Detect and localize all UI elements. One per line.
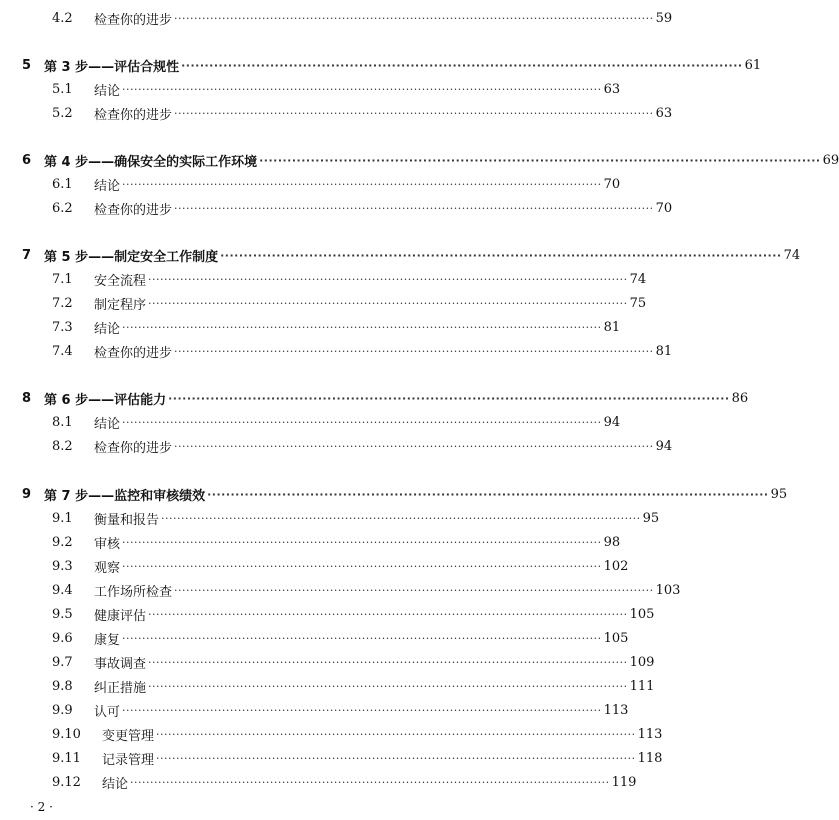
toc-entry-number: 9.5 xyxy=(52,606,73,622)
toc-leader-dots: ························································································································ xyxy=(220,248,782,262)
toc-leader-dots: ························································································································ xyxy=(122,703,602,717)
toc-section-entry xyxy=(0,269,647,289)
toc-entry-page: 111 xyxy=(629,678,655,694)
toc-entry-number: 6.2 xyxy=(52,200,73,216)
toc-section-entry xyxy=(0,580,681,600)
toc-entry-title: 认可 xyxy=(94,704,121,720)
toc-entry-page: 105 xyxy=(629,606,655,622)
toc-entry-title: 检查你的进步 xyxy=(94,202,173,218)
toc-leader-dots: ························································································································ xyxy=(207,487,769,501)
toc-leader-dots: ························································································································ xyxy=(156,751,636,765)
toc-entry-title: 健康评估 xyxy=(94,608,147,624)
toc-leader-dots: ························································································································ xyxy=(122,559,602,573)
toc-entry-title: 安全流程 xyxy=(94,273,147,289)
toc-section-entry xyxy=(0,556,629,576)
toc-entry-page: 98 xyxy=(603,534,621,550)
toc-entry-title: 衡量和报告 xyxy=(94,512,160,528)
toc-entry-title: 第 5 步——制定安全工作制度 xyxy=(44,249,219,265)
toc-leader-dots: ························································································································ xyxy=(181,58,743,72)
toc-leader-dots: ························································································································ xyxy=(148,655,628,669)
toc-leader-dots: ························································································································ xyxy=(148,296,628,310)
toc-entry-title: 第 3 步——评估合规性 xyxy=(44,59,180,75)
toc-leader-dots: ························································································································ xyxy=(148,607,628,621)
toc-leader-dots: ························································································································ xyxy=(174,439,654,453)
toc-entry-page: 81 xyxy=(655,343,673,359)
toc-entry-page: 63 xyxy=(655,105,673,121)
toc-entry-number: 8 xyxy=(22,390,32,406)
toc-entry-number: 4.2 xyxy=(52,10,73,26)
toc-leader-dots: ························································································································ xyxy=(161,511,641,525)
toc-entry-page: 95 xyxy=(642,510,660,526)
toc-entry-page: 86 xyxy=(731,390,749,406)
toc-entry-page: 59 xyxy=(655,10,673,26)
toc-section-entry xyxy=(0,412,621,432)
toc-section-entry xyxy=(0,772,637,792)
toc-section-entry xyxy=(0,174,621,194)
toc-section-entry xyxy=(0,8,673,28)
toc-chapter-entry xyxy=(0,388,749,408)
toc-entry-page: 109 xyxy=(629,654,655,670)
toc-entry-page: 105 xyxy=(603,630,629,646)
toc-entry-page: 113 xyxy=(637,726,663,742)
toc-leader-dots: ························································································································ xyxy=(174,344,654,358)
toc-entry-number: 9.6 xyxy=(52,630,73,646)
toc-leader-dots: ························································································································ xyxy=(174,106,654,120)
toc-entry-page: 113 xyxy=(603,702,629,718)
toc-entry-number: 5.1 xyxy=(52,81,73,97)
toc-entry-page: 94 xyxy=(655,438,673,454)
toc-entry-number: 9.2 xyxy=(52,534,73,550)
toc-entry-title: 记录管理 xyxy=(102,752,155,768)
toc-entry-title: 事故调查 xyxy=(94,656,147,672)
toc-entry-page: 102 xyxy=(603,558,629,574)
toc-entry-title: 审核 xyxy=(94,536,121,552)
toc-entry-title: 变更管理 xyxy=(102,728,155,744)
toc-leader-dots: ························································································································ xyxy=(259,153,821,167)
toc-entry-page: 70 xyxy=(603,176,621,192)
toc-entry-title: 结论 xyxy=(94,83,121,99)
toc-entry-page: 94 xyxy=(603,414,621,430)
toc-entry-number: 9.9 xyxy=(52,702,73,718)
toc-leader-dots: ························································································································ xyxy=(174,583,654,597)
toc-entry-page: 103 xyxy=(655,582,681,598)
toc-chapter-entry xyxy=(0,150,839,170)
toc-section-entry xyxy=(0,341,673,361)
toc-entry-page: 69 xyxy=(822,152,839,168)
toc-entry-number: 9.11 xyxy=(52,750,81,766)
toc-section-entry xyxy=(0,436,673,456)
toc-entry-number: 5.2 xyxy=(52,105,73,121)
toc-entry-page: 81 xyxy=(603,319,621,335)
toc-entry-title: 检查你的进步 xyxy=(94,12,173,28)
toc-entry-title: 制定程序 xyxy=(94,297,147,313)
toc-section-entry xyxy=(0,724,663,744)
toc-entry-number: 9.8 xyxy=(52,678,73,694)
toc-entry-number: 7 xyxy=(22,247,32,263)
toc-leader-dots: ························································································································ xyxy=(174,201,654,215)
toc-section-entry xyxy=(0,103,673,123)
toc-section-entry xyxy=(0,604,655,624)
toc-section-entry xyxy=(0,317,621,337)
toc-entry-number: 9.7 xyxy=(52,654,73,670)
toc-entry-title: 第 4 步——确保安全的实际工作环境 xyxy=(44,154,258,170)
toc-entry-page: 70 xyxy=(655,200,673,216)
toc-entry-title: 观察 xyxy=(94,560,121,576)
toc-entry-number: 6.1 xyxy=(52,176,73,192)
toc-entry-title: 结论 xyxy=(94,178,121,194)
toc-entry-title: 结论 xyxy=(94,321,121,337)
toc-entry-title: 纠正措施 xyxy=(94,680,147,696)
toc-leader-dots: ························································································································ xyxy=(168,391,730,405)
toc-leader-dots: ························································································································ xyxy=(122,82,602,96)
toc-leader-dots: ························································································································ xyxy=(122,177,602,191)
toc-entry-title: 检查你的进步 xyxy=(94,345,173,361)
toc-entry-title: 结论 xyxy=(102,776,129,792)
toc-section-entry xyxy=(0,700,629,720)
toc-entry-number: 7.1 xyxy=(52,271,73,287)
toc-entry-title: 检查你的进步 xyxy=(94,107,173,123)
toc-entry-page: 63 xyxy=(603,81,621,97)
toc-leader-dots: ························································································································ xyxy=(148,679,628,693)
toc-entry-title: 检查你的进步 xyxy=(94,440,173,456)
toc-entry-title: 工作场所检查 xyxy=(94,584,173,600)
toc-section-entry xyxy=(0,532,621,552)
toc-leader-dots: ························································································································ xyxy=(148,272,628,286)
toc-leader-dots: ························································································································ xyxy=(122,320,602,334)
toc-section-entry xyxy=(0,508,660,528)
toc-section-entry xyxy=(0,198,673,218)
toc-entry-number: 6 xyxy=(22,152,32,168)
toc-section-entry xyxy=(0,652,655,672)
toc-section-entry xyxy=(0,293,647,313)
toc-entry-number: 7.3 xyxy=(52,319,73,335)
toc-entry-number: 9.12 xyxy=(52,774,81,790)
toc-leader-dots: ························································································································ xyxy=(122,535,602,549)
toc-leader-dots: ························································································································ xyxy=(174,11,654,25)
toc-entry-page: 61 xyxy=(744,57,762,73)
toc-entry-title: 结论 xyxy=(94,416,121,432)
toc-section-entry xyxy=(0,748,663,768)
toc-entry-number: 9.4 xyxy=(52,582,73,598)
toc-chapter-entry xyxy=(0,484,788,504)
page-number: · 2 · xyxy=(30,800,53,814)
toc-entry-number: 9.10 xyxy=(52,726,81,742)
toc-entry-number: 9.3 xyxy=(52,558,73,574)
toc-entry-number: 8.1 xyxy=(52,414,73,430)
toc-chapter-entry xyxy=(0,55,762,75)
toc-entry-page: 119 xyxy=(611,774,637,790)
toc-entry-page: 75 xyxy=(629,295,647,311)
toc-entry-page: 95 xyxy=(770,486,788,502)
toc-entry-title: 康复 xyxy=(94,632,121,648)
toc-entry-number: 7.2 xyxy=(52,295,73,311)
toc-entry-page: 118 xyxy=(637,750,663,766)
toc-entry-title: 第 7 步——监控和审核绩效 xyxy=(44,488,206,504)
toc-entry-number: 5 xyxy=(22,57,32,73)
toc-section-entry xyxy=(0,79,621,99)
toc-entry-page: 74 xyxy=(629,271,647,287)
toc-entry-number: 9 xyxy=(22,486,32,502)
toc-leader-dots: ························································································································ xyxy=(130,775,610,789)
toc-section-entry xyxy=(0,676,655,696)
toc-entry-number: 7.4 xyxy=(52,343,73,359)
toc-leader-dots: ························································································································ xyxy=(156,727,636,741)
toc-entry-number: 9.1 xyxy=(52,510,73,526)
toc-entry-page: 74 xyxy=(783,247,801,263)
toc-leader-dots: ························································································································ xyxy=(122,631,602,645)
toc-entry-title: 第 6 步——评估能力 xyxy=(44,392,167,408)
toc-leader-dots: ························································································································ xyxy=(122,415,602,429)
toc-section-entry xyxy=(0,628,629,648)
toc-entry-number: 8.2 xyxy=(52,438,73,454)
toc-chapter-entry xyxy=(0,245,801,265)
